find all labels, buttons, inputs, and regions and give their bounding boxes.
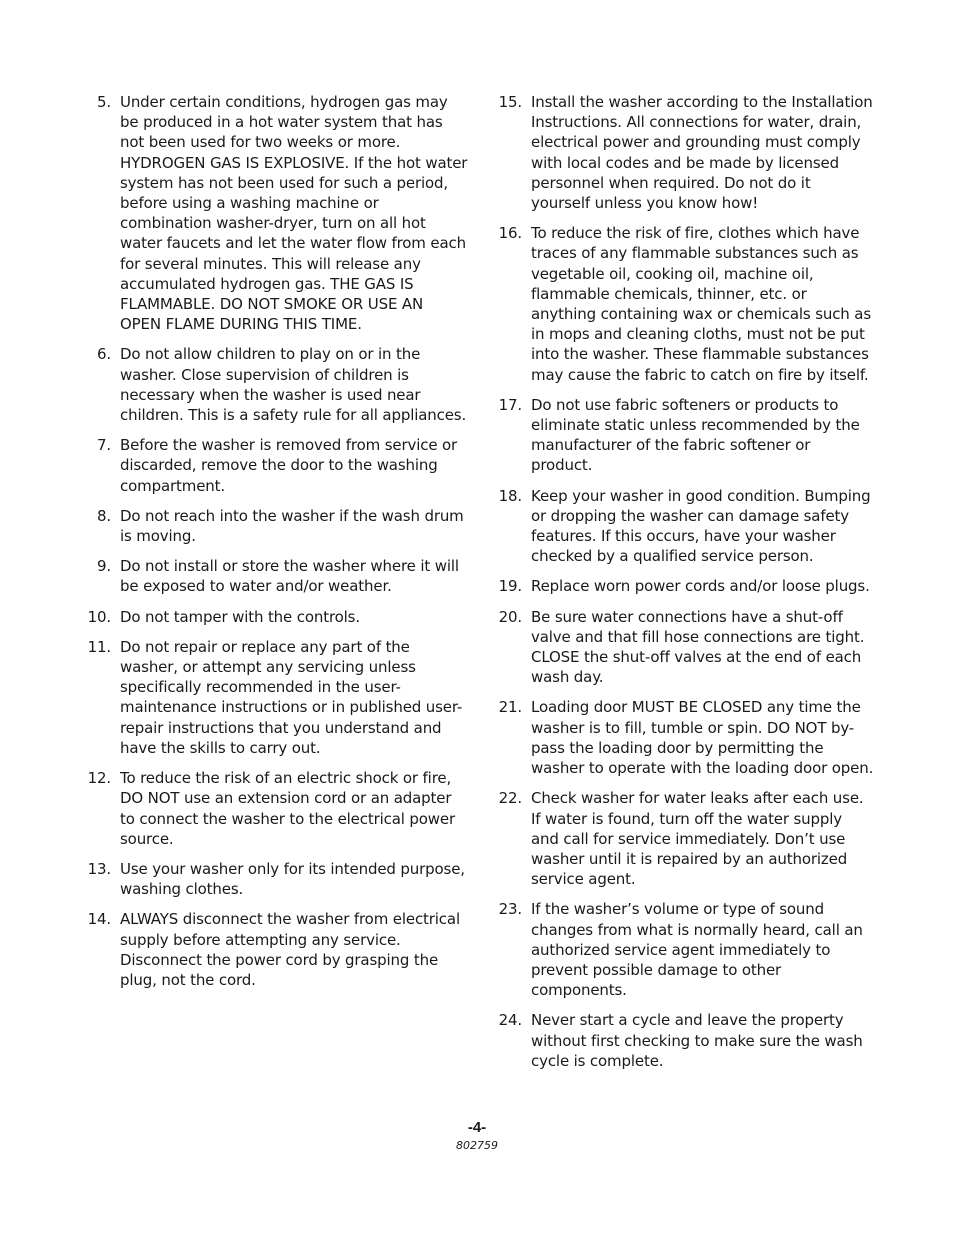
item-number: 15. xyxy=(498,93,522,111)
item-text: Use your washer only for its intended purpose, washing clothes. xyxy=(120,859,465,899)
document-code: 802759 xyxy=(456,1139,498,1152)
item-text: Under certain conditions, hydrogen gas may be produced in a hot water system that has not been used for two weeks or more. HYDROGEN GAS IS EXPLOSIVE. If the hot water system has not been used for such a period, before using a washing machine or combination washer-dryer, turn on all hot water faucets and let the water flow from each for several minutes. This will release any accumulated hydrogen gas. THE GAS IS FLAMMABLE. DO NOT SMOKE OR USE AN OPEN FLAME DURING THIS TIME. xyxy=(120,93,468,334)
item-number: 5. xyxy=(96,93,111,111)
item-text: If the washer’s volume or type of sound changes from what is normally heard, call an authorized service agent immediately to prevent possible damage to other components. xyxy=(531,900,863,1000)
list-item xyxy=(83,768,468,849)
list-item xyxy=(494,697,874,778)
item-text: Do not tamper with the controls. xyxy=(120,607,360,626)
page-number: -4- xyxy=(467,1119,487,1136)
list-item xyxy=(83,607,468,627)
list-item xyxy=(83,344,468,425)
item-text: Never start a cycle and leave the property without first checking to make sure the wash cycle is complete. xyxy=(531,1011,863,1070)
item-number: 19. xyxy=(498,577,522,596)
list-item xyxy=(494,486,874,567)
list-item xyxy=(494,1010,874,1071)
item-number: 11. xyxy=(87,637,111,656)
item-number: 23. xyxy=(498,900,522,919)
list-item xyxy=(494,607,874,688)
list-item xyxy=(83,859,468,899)
item-number: 9. xyxy=(96,557,111,576)
item-text: Install the washer according to the Installation Instructions. All connections for water, drain, electrical power and grounding must comply with local codes and be made by licensed personnel when required. Do not do it yourself unless you know how! xyxy=(531,93,873,213)
list-item xyxy=(83,92,468,334)
item-number: 16. xyxy=(498,224,522,243)
item-number: 13. xyxy=(87,859,111,878)
item-text: Do not reach into the washer if the wash drum is moving. xyxy=(120,506,464,546)
list-item xyxy=(494,576,874,596)
item-number: 10. xyxy=(87,607,111,626)
item-number: 24. xyxy=(498,1011,522,1030)
item-text: Keep your washer in good condition. Bumping or dropping the washer can damage safety features. If this occurs, have your washer checked by a qualified service person. xyxy=(531,486,871,566)
list-item xyxy=(494,92,874,213)
item-number: 6. xyxy=(96,345,111,364)
item-text: Do not allow children to play on or in the washer. Close supervision of children is necessary when the washer is used near children. This is a safety rule for all appliances. xyxy=(120,345,467,425)
item-text: Do not install or store the washer where it will be exposed to water and/or weather. xyxy=(120,557,459,596)
item-number: 20. xyxy=(498,607,522,626)
item-text: Before the washer is removed from service or discarded, remove the door to the washing compartment. xyxy=(120,436,458,495)
list-item xyxy=(494,899,874,1000)
item-number: 21. xyxy=(498,698,522,717)
list-item xyxy=(83,909,468,990)
item-text: Replace worn power cords and/or loose plugs. xyxy=(531,577,870,596)
item-text: Do not repair or replace any part of the washer, or attempt any servicing unless specifically recommended in the user-maintenance instructions or in published user-repair instructions that you understand and have the skills to carry out. xyxy=(120,637,463,757)
item-number: 17. xyxy=(498,395,522,414)
list-item xyxy=(494,395,874,476)
item-text: ALWAYS disconnect the washer from electrical supply before attempting any service. Disconnect the power cord by grasping the plug, not the cord. xyxy=(120,910,460,989)
list-item xyxy=(494,788,874,889)
right-column xyxy=(494,92,874,1081)
item-number: 8. xyxy=(96,506,111,525)
list-item xyxy=(83,637,468,758)
item-number: 22. xyxy=(498,789,522,808)
item-number: 18. xyxy=(498,486,522,505)
item-text: Check washer for water leaks after each use. If water is found, turn off the water supply and call for service immediately. Don’t use washer until it is repaired by an authorized service agent. xyxy=(531,789,864,889)
list-item xyxy=(83,435,468,496)
item-number: 7. xyxy=(96,436,111,455)
list-item xyxy=(494,223,874,385)
list-item xyxy=(83,506,468,546)
left-column xyxy=(83,92,468,1000)
item-number: 12. xyxy=(87,769,111,788)
item-number: 14. xyxy=(87,910,111,929)
list-item xyxy=(83,556,468,596)
item-text: Do not use fabric softeners or products to eliminate static unless recommended by the manufacturer of the fabric softener or product. xyxy=(531,395,860,475)
item-text: To reduce the risk of fire, clothes which have traces of any flammable substances such as vegetable oil, cooking oil, machine oil, flammable chemicals, thinner, etc. or anything containing wax or chemicals such as in mops and cleaning cloths, must not be put into the washer. These flammable substances may cause the fabric to catch on fire by itself. xyxy=(531,224,871,384)
item-text: To reduce the risk of an electric shock or fire, DO NOT use an extension cord or an adapter to connect the washer to the electrical power source. xyxy=(120,769,456,848)
item-text: Loading door MUST BE CLOSED any time the washer is to fill, tumble or spin. DO NOT by-pass the loading door by permitting the washer to operate with the loading door open. xyxy=(531,698,874,778)
item-text: Be sure water connections have a shut-off valve and that fill hose connections are tight. CLOSE the shut-off valves at the end of each wash day. xyxy=(531,607,865,687)
